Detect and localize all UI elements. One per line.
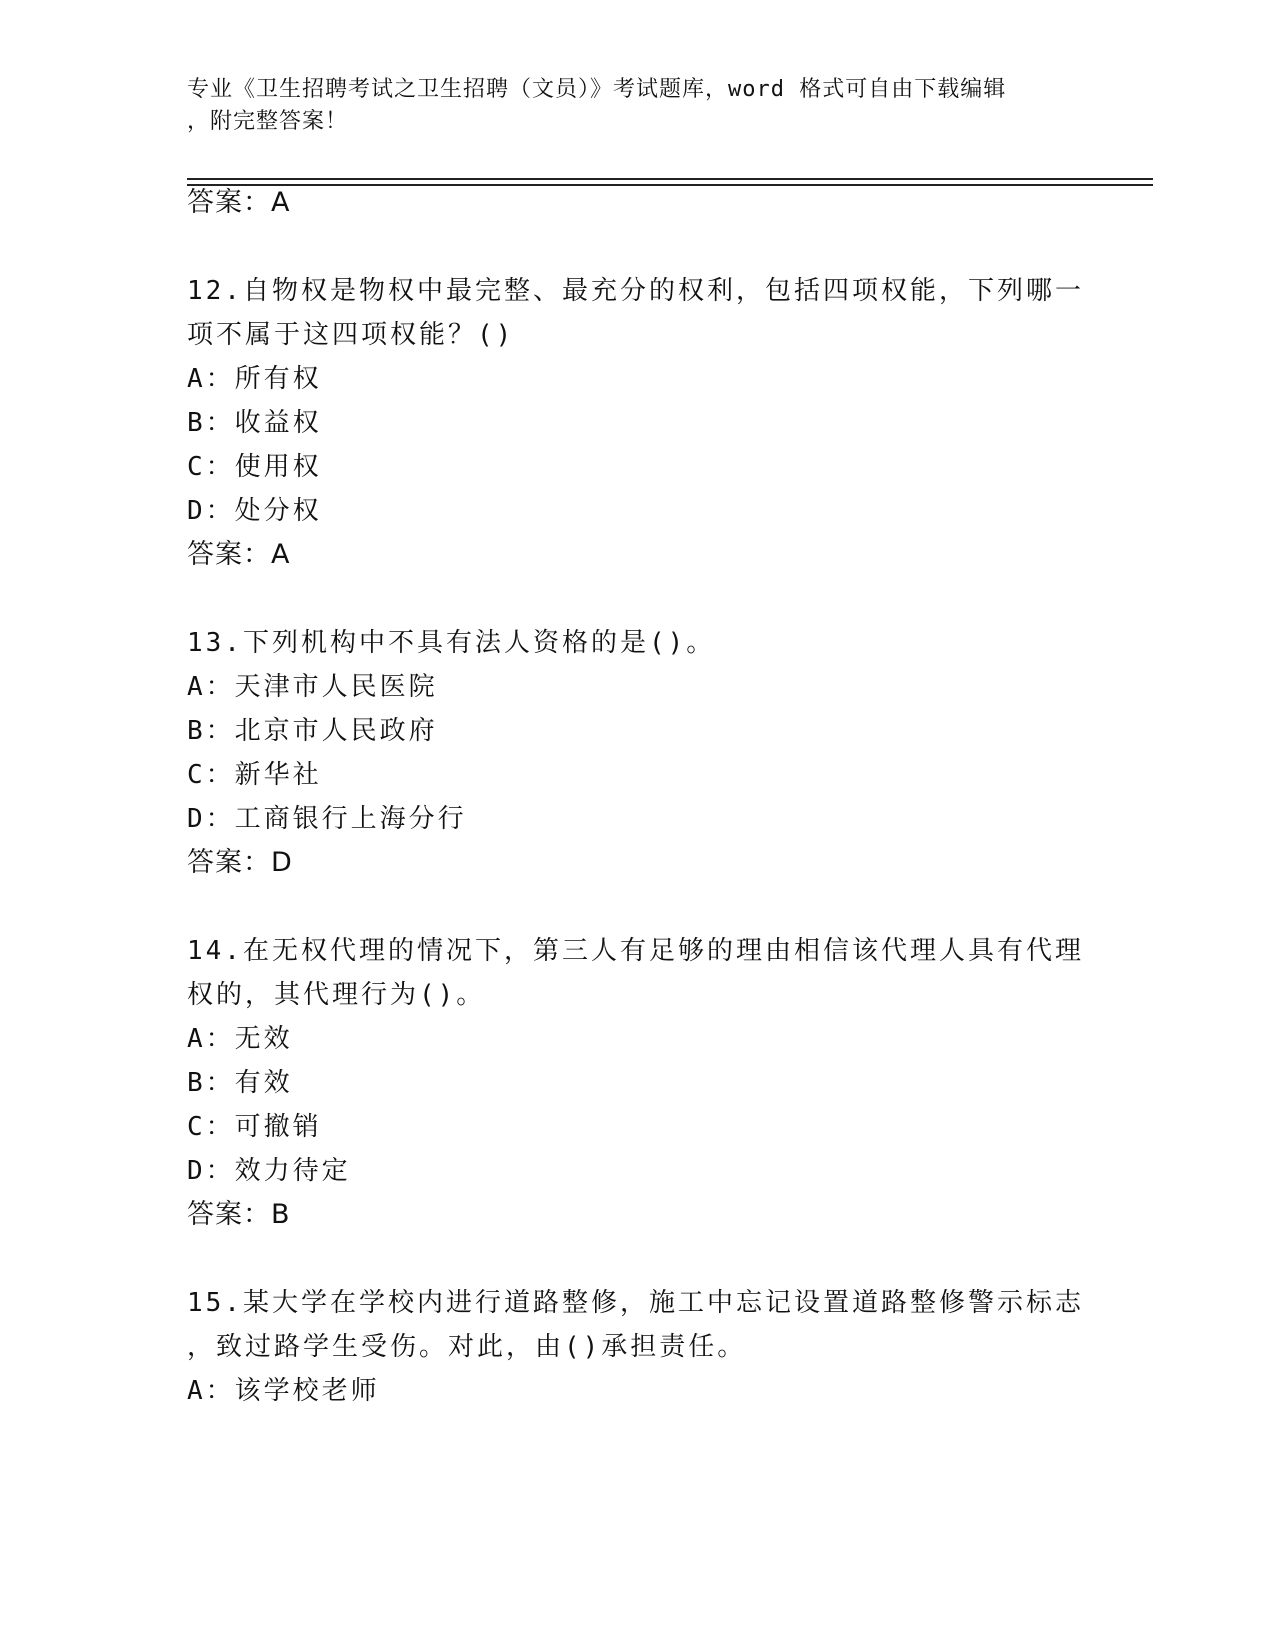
question-14-option-d: D：效力待定	[187, 1156, 351, 1186]
question-14-option-c: C：可撤销	[187, 1112, 322, 1142]
question-12-option-b: B：收益权	[187, 408, 322, 438]
question-14-answer: 答案：B	[187, 1199, 291, 1230]
question-12-option-d: D：处分权	[187, 496, 322, 526]
question-13-answer: 答案：D	[187, 847, 293, 878]
question-14-stem-line-1: 14.在无权代理的情况下，第三人有足够的理由相信该代理人具有代理	[187, 936, 1084, 966]
header-divider-bottom	[187, 184, 1153, 186]
prev-answer: 答案：A	[187, 187, 291, 218]
question-12-stem-line-1: 12.自物权是物权中最完整、最充分的权利，包括四项权能，下列哪一	[187, 276, 1084, 306]
question-12-answer: 答案：A	[187, 539, 291, 570]
question-15-stem-line-2: ，致过路学生受伤。对此，由()承担责任。	[187, 1332, 747, 1362]
question-13-option-b: B：北京市人民政府	[187, 716, 438, 746]
question-13-stem-line-1: 13.下列机构中不具有法人资格的是()。	[187, 628, 716, 658]
question-12-option-a: A：所有权	[187, 364, 322, 394]
question-13-option-d: D：工商银行上海分行	[187, 804, 467, 834]
question-13-option-a: A：天津市人民医院	[187, 672, 438, 702]
question-13-option-c: C：新华社	[187, 760, 322, 790]
header-line-1: 专业《卫生招聘考试之卫生招聘（文员）》考试题库，word 格式可自由下载编辑	[187, 77, 1007, 102]
question-14-option-b: B：有效	[187, 1068, 293, 1098]
header-divider-top	[187, 178, 1153, 180]
question-15-stem-line-1: 15.某大学在学校内进行道路整修，施工中忘记设置道路整修警示标志	[187, 1288, 1084, 1318]
question-14-option-a: A：无效	[187, 1024, 293, 1054]
document-header	[187, 74, 1067, 138]
question-15-option-a: A：该学校老师	[187, 1376, 380, 1406]
question-12-stem-line-2: 项不属于这四项权能？()	[187, 320, 515, 350]
question-14-stem-line-2: 权的，其代理行为()。	[187, 980, 486, 1010]
header-line-2: ，附完整答案！	[187, 109, 349, 134]
question-12-option-c: C：使用权	[187, 452, 322, 482]
